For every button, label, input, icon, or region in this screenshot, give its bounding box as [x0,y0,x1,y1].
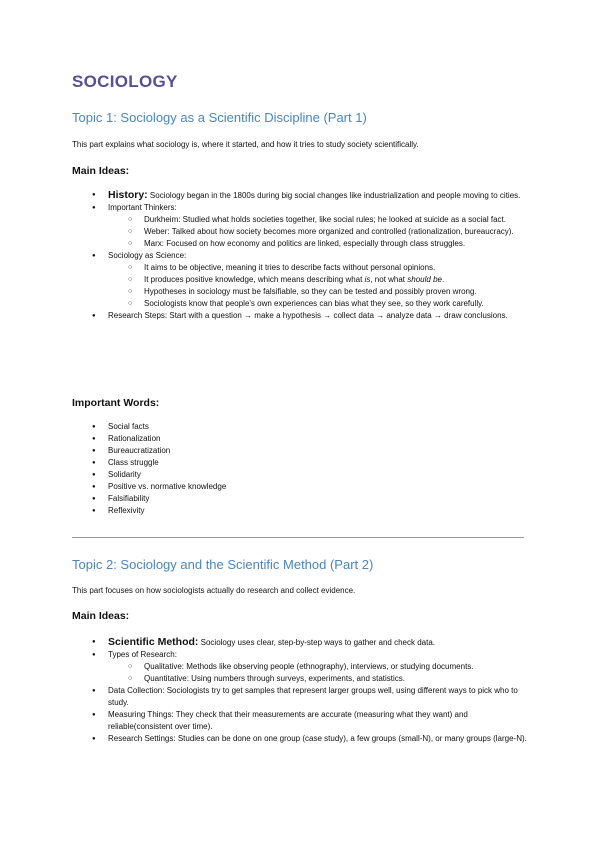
types-list [108,661,532,685]
science-label: Sociology as Science: [108,251,187,260]
list-item [92,202,532,250]
topic-1-important-words-heading: Important Words: [72,397,160,409]
important-words-list [92,421,392,517]
topic-2-heading: Topic 2: Sociology and the Scientific Method (Part 2) [72,557,374,572]
list-item: ● Bureaucratization [92,445,392,457]
list-item: ○ It aims to be objective, meaning it tries to describe facts without personal opinions. [128,262,532,274]
section-divider [72,537,524,538]
science-2-end: . [441,275,445,284]
science-2-pre: It produces positive knowledge, which means describing what [144,275,365,284]
science-2-is: is [364,275,371,284]
list-item [128,274,532,286]
list-item: ● Class struggle [92,457,392,469]
science-2-mid: , not what [370,275,408,284]
list-item: ● Falsifiability [92,493,392,505]
list-item: ● Measuring Things: They check that their measurements are accurate (measuring what they want) and reliable(consistent over time). [92,709,532,733]
scientific-method-text: Sociology uses clear, step-by-step ways to gather and check data. [198,638,435,647]
topic-2-main-ideas-heading: Main Ideas: [72,610,130,622]
list-item: ○ Weber: Talked about how society becomes more organized and controlled (rationalization, bureaucracy). [128,226,532,238]
list-item: ● Reflexivity [92,505,392,517]
history-text: Sociology began in the 1800s during big social changes like industrialization and people moving to cities. [147,191,521,200]
list-item [92,250,532,310]
scientific-method-label: Scientific Method: [108,636,199,648]
topic-1-intro: This part explains what sociology is, where it started, and how it tries to study society scientifically. [72,140,419,149]
topic-2-main-ideas-list [92,636,532,745]
list-item: ● Social facts [92,421,392,433]
types-label: Types of Research: [108,650,177,659]
topic-1-heading: Topic 1: Sociology as a Scientific Discipline (Part 1) [72,110,367,125]
list-item: ● Research Settings: Studies can be done on one group (case study), a few groups (small-N), or many groups (large-N). [92,733,532,745]
list-item: ○ Quantitative: Using numbers through surveys, experiments, and statistics. [128,673,532,685]
topic-2-intro: This part focuses on how sociologists actually do research and collect evidence. [72,586,356,595]
list-item: ○ Qualitative: Methods like observing people (ethnography), interviews, or studying documents. [128,661,532,673]
topic-1-main-ideas-list [92,189,532,322]
document-title: SOCIOLOGY [72,72,178,91]
list-item [92,189,532,202]
science-2-should: should be [407,275,442,284]
history-label: History: [108,189,148,201]
list-item: ● Rationalization [92,433,392,445]
thinkers-list [108,214,532,250]
list-item [92,649,532,685]
list-item: ● Positive vs. normative knowledge [92,481,392,493]
list-item: ○ Marx: Focused on how economy and politics are linked, especially through class struggles. [128,238,532,250]
thinkers-label: Important Thinkers: [108,203,177,212]
list-item [92,636,532,649]
list-item: ● Data Collection: Sociologists try to get samples that represent larger groups well, using different ways to pick who to study. [92,685,532,709]
list-item: ● Research Steps: Start with a question → make a hypothesis → collect data → analyze data → draw conclusions. [92,310,532,322]
topic-1-main-ideas-heading: Main Ideas: [72,165,130,177]
science-list [108,262,532,310]
list-item: ○ Sociologists know that people's own experiences can bias what they see, so they work carefully. [128,298,532,310]
list-item: ● Solidarity [92,469,392,481]
list-item: ○ Durkheim: Studied what holds societies together, like social rules; he looked at suicide as a social fact. [128,214,532,226]
list-item: ○ Hypotheses in sociology must be falsifiable, so they can be tested and possibly proven wrong. [128,286,532,298]
